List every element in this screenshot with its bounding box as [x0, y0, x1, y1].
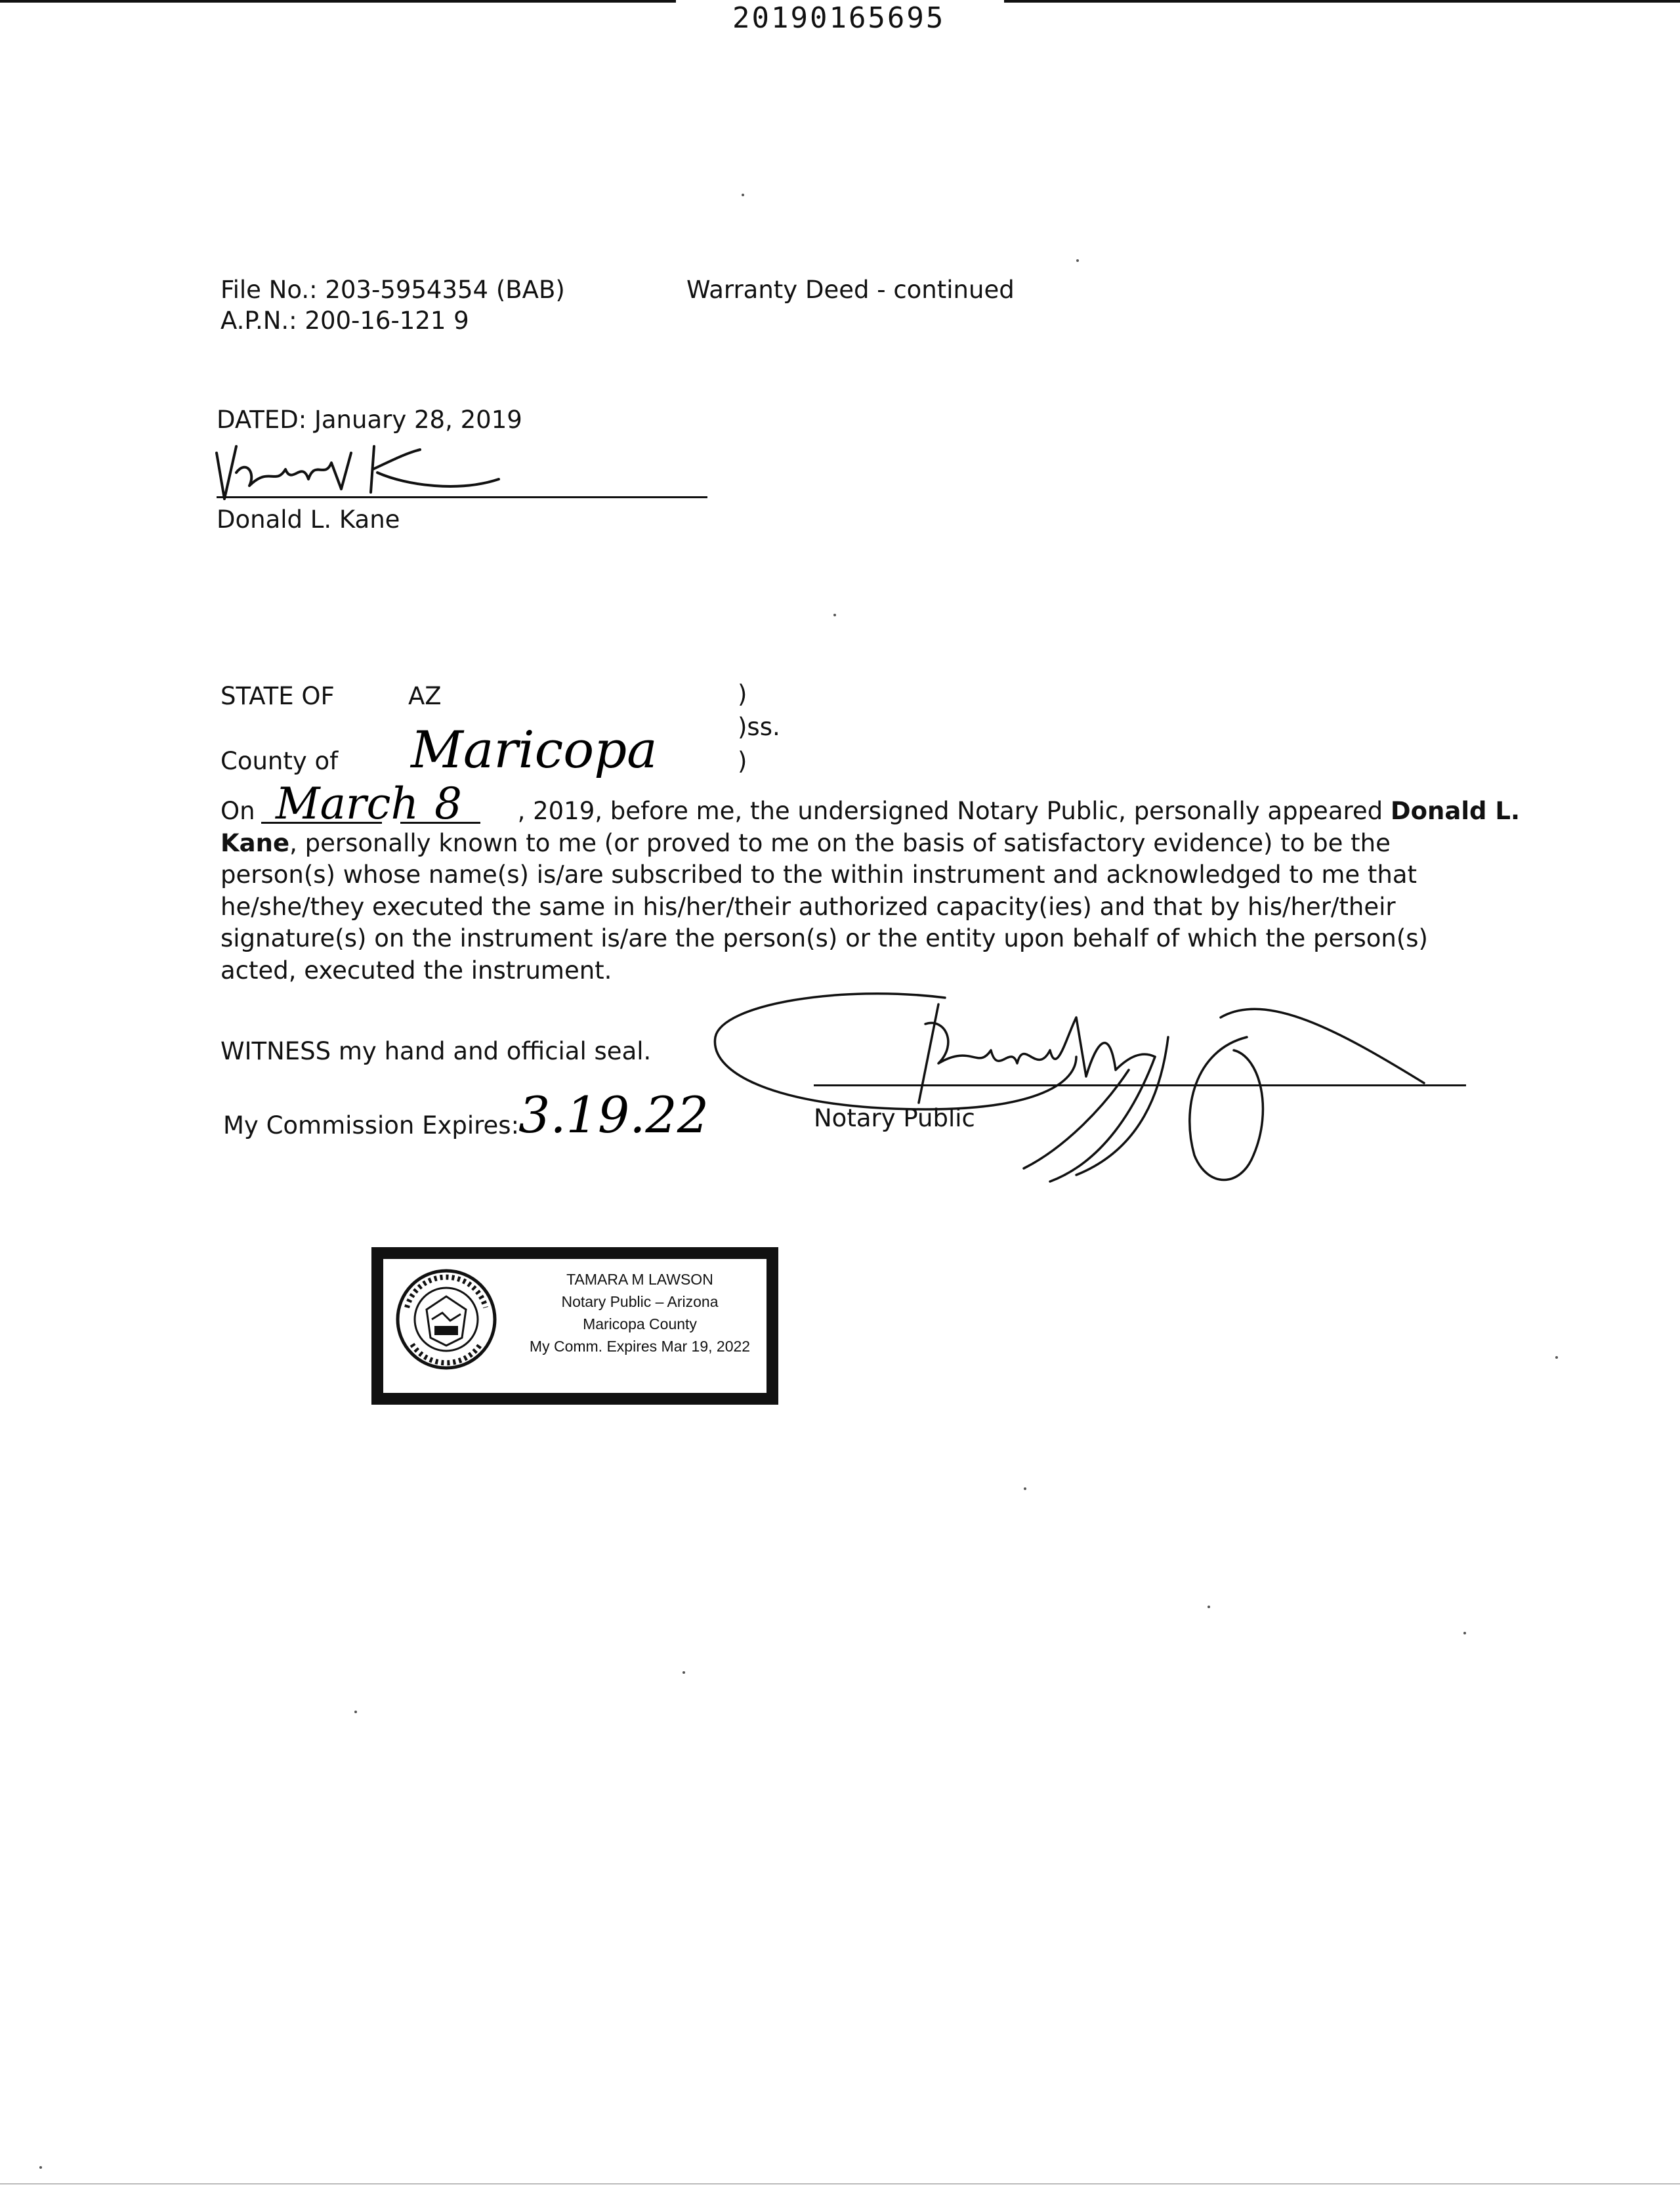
ack-line-2-text: , personally known to me (or proved to me on the basis of satisfactory evidence) to be the [289, 828, 1391, 857]
scan-speck [354, 1711, 357, 1713]
state-label: STATE OF [220, 682, 335, 710]
appearing-party-last: Kane [220, 828, 290, 857]
venue-ss: )ss. [738, 713, 780, 741]
scan-speck [1208, 1606, 1210, 1608]
venue-paren-top: ) [738, 680, 747, 708]
grantor-name: Donald L. Kane [217, 505, 400, 534]
grantor-signature [210, 433, 512, 505]
ack-line-3: person(s) whose name(s) is/are subscribed to the within instrument and acknowledged to me that [220, 861, 1418, 889]
scan-speck [1024, 1487, 1026, 1490]
stamp-county: Maricopa County [583, 1315, 697, 1332]
ack-line-2 [220, 828, 1467, 860]
dated-line: DATED: January 28, 2019 [217, 406, 522, 434]
scan-edge-top-right [1004, 0, 1680, 3]
stamp-notary-title: Notary Public – Arizona [561, 1293, 719, 1310]
grantor-signature-line [217, 496, 707, 498]
stamp-expiration: My Comm. Expires Mar 19, 2022 [529, 1338, 751, 1355]
scan-speck [39, 2166, 42, 2169]
state-value: AZ [408, 682, 442, 710]
notary-stamp [371, 1247, 778, 1405]
day-handwritten: 8 [434, 778, 462, 829]
scan-speck [833, 614, 836, 616]
month-handwritten: March [276, 778, 419, 829]
notary-stamp-inner [383, 1259, 766, 1393]
scan-speck [1555, 1356, 1558, 1359]
ack-line-4: he/she/they executed the same in his/her/their authorized capacity(ies) and that by his/her/their [220, 892, 1396, 921]
ack-line-1 [220, 796, 1521, 828]
notary-public-label: Notary Public [814, 1104, 975, 1132]
venue-paren-bottom: ) [738, 747, 747, 775]
ack-line-5: signature(s) on the instrument is/are the person(s) or the entity upon behalf of which the person(s) [220, 924, 1428, 952]
witness-text: WITNESS my hand and official seal. [220, 1037, 652, 1065]
scan-speck [682, 1671, 685, 1674]
county-handwritten: Maricopa [411, 721, 658, 780]
scan-speck [1076, 259, 1079, 262]
stamp-text [512, 1268, 768, 1357]
stamp-notary-name: TAMARA M LAWSON [566, 1271, 713, 1288]
county-label: County of [220, 747, 339, 775]
apn-number: A.P.N.: 200-16-121 9 [220, 307, 469, 335]
scan-edge-bottom [0, 2183, 1680, 2184]
acknowledgment-paragraph [220, 796, 1521, 987]
scan-speck [1463, 1632, 1466, 1634]
recording-number: 20190165695 [732, 1, 946, 35]
arizona-seal-icon [394, 1267, 499, 1372]
scan-speck [742, 194, 744, 196]
scan-edge-top-left [0, 0, 676, 3]
on-label: On [220, 797, 255, 825]
commission-label: My Commission Expires: [223, 1111, 520, 1140]
ack-line-6: acted, executed the instrument. [220, 956, 612, 985]
file-number: File No.: 203-5954354 (BAB) [220, 276, 565, 304]
commission-handwritten: 3.19.22 [518, 1086, 709, 1144]
document-title: Warranty Deed - continued [686, 276, 1015, 304]
notary-signature [709, 978, 1450, 1195]
appearing-party-first: Donald L. [1390, 797, 1521, 825]
ack-line-1-text: , 2019, before me, the undersigned Notary Public, personally appeared [517, 797, 1391, 825]
